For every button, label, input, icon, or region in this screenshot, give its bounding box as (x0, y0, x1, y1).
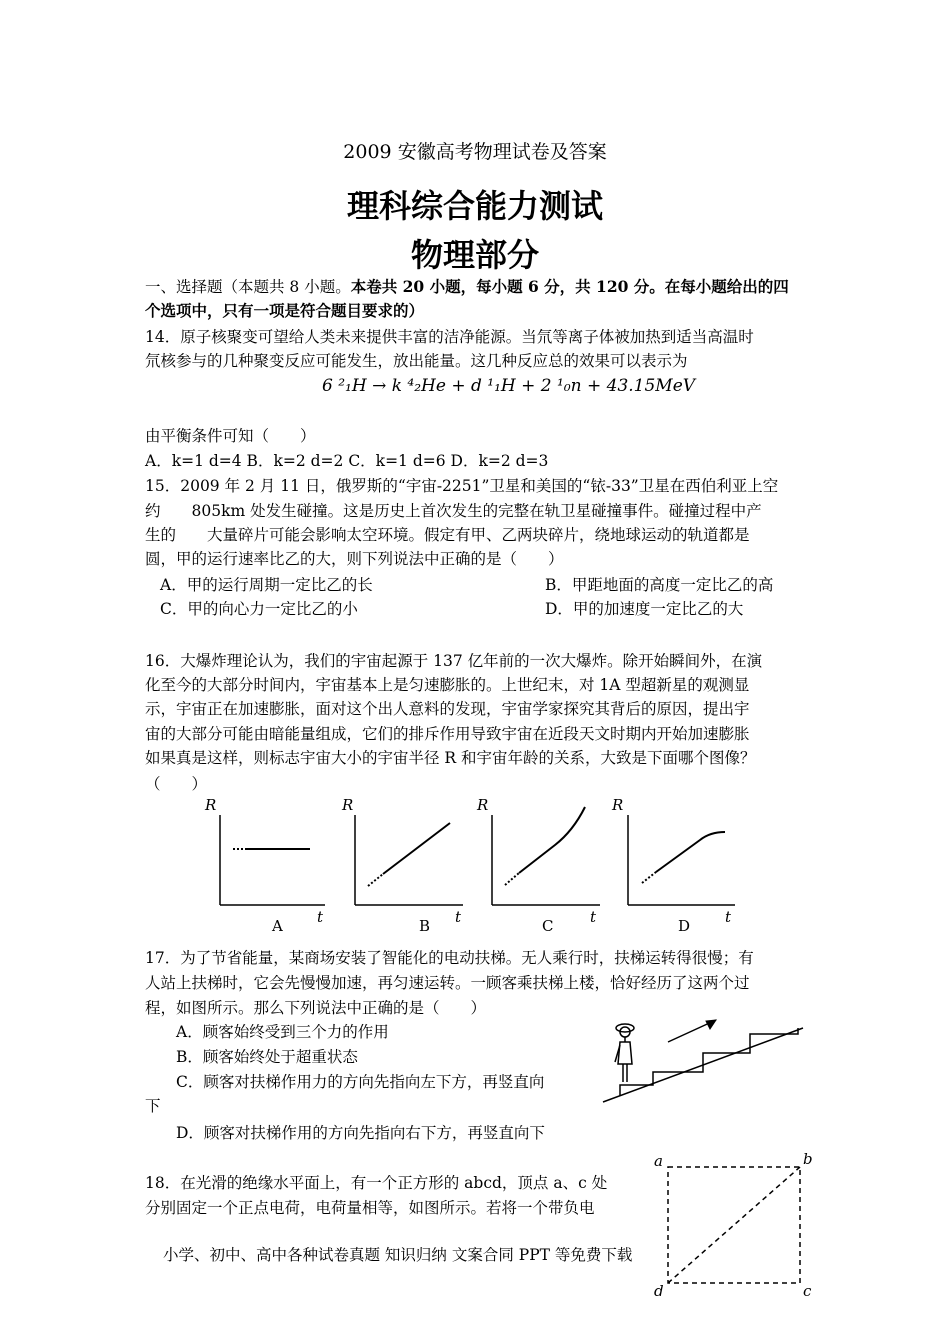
graph-c (492, 807, 600, 905)
section-intro-plain: 一、选择题（本题共 8 小题。 (145, 278, 351, 296)
graph-b (355, 815, 463, 905)
q15-option-d: D．甲的加速度一定比乙的大 (545, 600, 744, 618)
q16-line1: 16．大爆炸理论认为，我们的宇宙起源于 137 亿年前的一次大爆炸。除开始瞬间外，在演 (145, 652, 763, 670)
graph-c-x-label: t (590, 908, 597, 926)
q16-line3: 示，宇宙正在加速膨胀，面对这个出人意料的发现，宇宙学家探究其背后的原因，提出宇 (145, 700, 750, 718)
q14-prompt: 由平衡条件可知（ ） (145, 427, 316, 445)
q14-options: A．k=1 d=4 B．k=2 d=2 C．k=1 d=6 D．k=2 d=3 (145, 452, 549, 470)
graph-a-y-label: R (205, 796, 217, 814)
q15-option-a: A．甲的运行周期一定比乙的长 (160, 576, 373, 594)
corner-b-label: b (803, 1150, 813, 1168)
graph-a-x-label: t (317, 908, 324, 926)
q18-line2: 分别固定一个正点电荷，电荷量相等，如图所示。若将一个带负电 (145, 1199, 595, 1217)
q16-line6: （ ） (145, 775, 208, 793)
main-title: 理科综合能力测试 (346, 187, 603, 225)
q17-option-d: D．顾客对扶梯作用的方向先指向右下方，再竖直向下 (176, 1124, 545, 1142)
sub-title: 物理部分 (410, 236, 539, 274)
graph-d (628, 815, 735, 905)
q15-line1: 15．2009 年 2 月 11 日，俄罗斯的“宇宙-2251”卫星和美国的“铱-33”卫星在西伯利亚上空 (145, 477, 779, 495)
q14-line2: 氘核参与的几种聚变反应可能发生，放出能量。这几种反应总的效果可以表示为 (145, 352, 688, 370)
q17-option-b: B．顾客始终处于超重状态 (176, 1048, 358, 1066)
escalator-figure (598, 1012, 808, 1108)
corner-c-label: c (803, 1282, 812, 1300)
q15-line3: 生的 大量碎片可能会影响太空环境。假定有甲、乙两块碎片，绕地球运动的轨道都是 (145, 526, 750, 544)
corner-d-label: d (654, 1282, 664, 1300)
person-icon (615, 1024, 634, 1082)
exam-title: 2009 安徽高考物理试卷及答案 (343, 141, 607, 163)
q17-option-c: C．顾客对扶梯作用力的方向先指向左下方，再竖直向 (176, 1073, 545, 1091)
corner-a-label: a (654, 1152, 663, 1170)
q17-line2: 人站上扶梯时，它会先慢慢加速，再匀速运转。一顾客乘扶梯上楼，恰好经历了这两个过 (145, 974, 750, 992)
graph-d-label: D (678, 917, 691, 935)
q17-line1: 17．为了节省能量，某商场安装了智能化的电动扶梯。无人乘行时，扶梯运转得很慢；有 (145, 949, 754, 967)
q17-line3: 程，如图所示。那么下列说法中正确的是（ ） (145, 999, 487, 1017)
q14-equation: 6 ²₁H → k ⁴₂He + d ¹₁H + 2 ¹₀n + 43.15MeV (322, 376, 696, 396)
square-figure (650, 1150, 820, 1300)
q16-graphs (195, 795, 755, 940)
graph-a-label: A (272, 917, 283, 935)
graph-c-label: C (542, 917, 554, 935)
q15-option-c: C．甲的向心力一定比乙的小 (160, 600, 358, 618)
graph-c-y-label: R (477, 796, 489, 814)
footer-text: 小学、初中、高中各种试卷真题 知识归纳 文案合同 PPT 等免费下载 (163, 1246, 633, 1264)
q15-line2: 约 805km 处发生碰撞。这是历史上首次发生的完整在轨卫星碰撞事件。碰撞过程中产 (145, 502, 762, 520)
section-intro-line2: 个选项中，只有一项是符合题目要求的） (145, 301, 425, 320)
graph-d-x-label: t (725, 908, 732, 926)
q18-line1: 18．在光滑的绝缘水平面上，有一个正方形的 abcd，顶点 a、c 处 (145, 1174, 608, 1192)
q14-line1: 14．原子核聚变可望给人类未来提供丰富的洁净能源。当氘等离子体被加热到适当高温时 (145, 328, 754, 346)
graph-a (220, 815, 325, 905)
graph-b-label: B (419, 917, 431, 935)
q15-line4: 圆，甲的运行速率比乙的大，则下列说法中正确的是（ ） (145, 550, 564, 568)
q16-line2: 化至今的大部分时间内，宇宙基本上是匀速膨胀的。上世纪末，对 1A 型超新星的观测显 (145, 676, 750, 694)
q15-option-b: B．甲距地面的高度一定比乙的高 (545, 576, 774, 594)
graph-b-x-label: t (455, 908, 462, 926)
q17-option-c-cont: 下 (145, 1097, 161, 1115)
section-intro-bold: 本卷共 20 小题，每小题 6 分，共 120 分。在每小题给出的四 (350, 277, 789, 296)
q16-line4: 宙的大部分可能由暗能量组成，它们的排斥作用导致宇宙在近段天文时期内开始加速膨胀 (145, 725, 750, 743)
graph-d-y-label: R (612, 796, 624, 814)
graph-b-y-label: R (342, 796, 354, 814)
q16-line5: 如果真是这样，则标志宇宙大小的宇宙半径 R 和宇宙年龄的关系，大致是下面哪个图像？ (145, 749, 756, 767)
section-intro (145, 275, 789, 299)
q17-option-a: A．顾客始终受到三个力的作用 (176, 1023, 389, 1041)
